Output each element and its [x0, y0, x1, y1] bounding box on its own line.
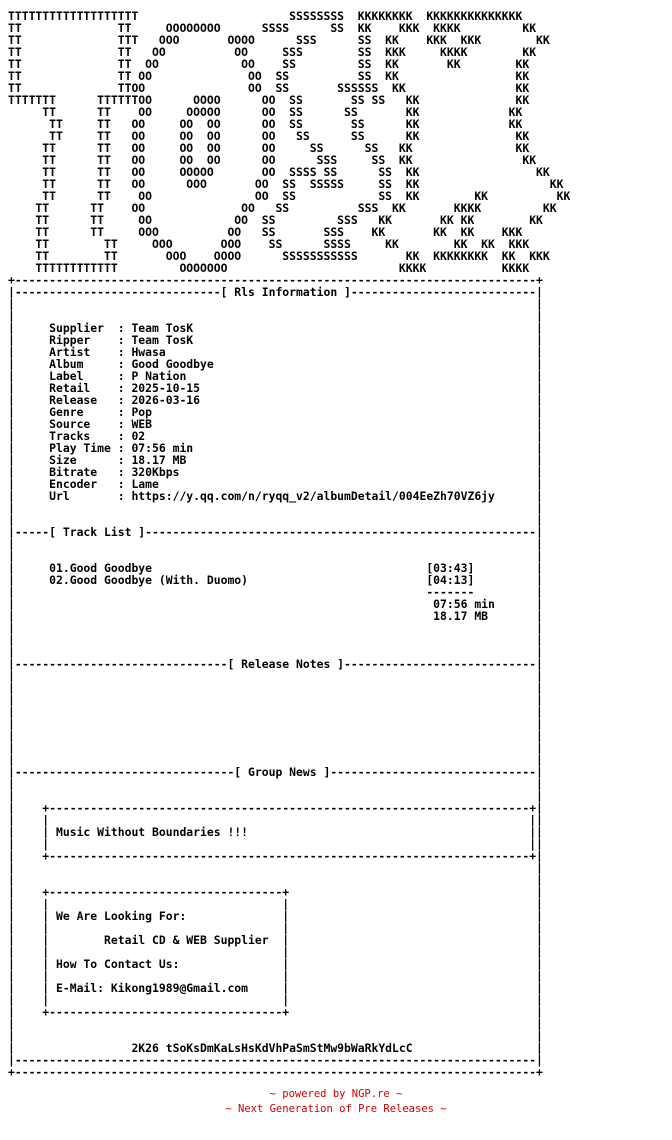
motto-text: | | Music Without Boundaries !!! || [8, 825, 543, 839]
rls-field-size: | Size : 18.17 MB | [8, 453, 543, 467]
blank-line: | | [8, 621, 543, 635]
motto-box-border: | +----------------------------------------------------------------------+| [8, 849, 543, 863]
blank-line: | | [8, 777, 543, 791]
footer-powered-by: ~ powered by NGP.re ~ [269, 1088, 403, 1100]
rls-field-album: | Album : Good Goodbye | [8, 357, 543, 371]
section-header-rls-information: |------------------------------[ Rls Information ]---------------------------| [8, 285, 543, 299]
rls-field-label: | Label : P Nation | [8, 369, 543, 383]
contact-box-line: | | | | [8, 921, 543, 935]
contact-text: | | How To Contact Us: | | [8, 957, 543, 971]
ascii-logo-line: TT TT OO OO SS SSS KK KK KK KK [8, 213, 543, 227]
rls-field-bitrate: | Bitrate : 320Kbps | [8, 465, 543, 479]
contact-box-border: | +----------------------------------+ | [8, 885, 543, 899]
ascii-logo-line: TT TT OO OOO OO SS SSSSS SS KK KK [8, 177, 564, 191]
ascii-logo-line: TT TT OO OO OO OO SSS SS KK KK [8, 153, 537, 167]
blank-line: | | [8, 537, 543, 551]
rls-field-retail: | Retail : 2025-10-15 | [8, 381, 543, 395]
contact-box-line: | | | | [8, 945, 543, 959]
ascii-logo-line: TT TT OO OO SS SS KK KK KK [8, 57, 530, 71]
nfo-document [8, 10, 570, 1078]
blank-line: | | [8, 549, 543, 563]
contact-box-line: | | | | [8, 969, 543, 983]
blank-line: | | [8, 873, 543, 887]
group-signature: | 2K26 tSoKsDmKaLsHsKdVhPaSmStMw9bWaRkYdLcC | [8, 1041, 543, 1055]
motto-box-line: | | || [8, 813, 543, 827]
ascii-logo-line: TT TT OOO OOO SS SSSS KK KK KK KKK [8, 237, 530, 251]
looking-for-text: | | We Are Looking For: | | [8, 909, 543, 923]
blank-line: | | [8, 297, 543, 311]
blank-line: | | [8, 513, 543, 527]
rls-field-ripper: | Ripper : Team TosK | [8, 333, 543, 347]
blank-line: | | [8, 633, 543, 647]
rls-field-play-time: | Play Time : 07:56 min | [8, 441, 543, 455]
rls-field-release: | Release : 2026-03-16 | [8, 393, 543, 407]
total-play-time: | 07:56 min | [8, 597, 543, 611]
blank-line: | | [8, 309, 543, 323]
section-header-release-notes: |-------------------------------[ Release Notes ]----------------------------| [8, 657, 543, 671]
wanted-text: | | Retail CD & WEB Supplier | | [8, 933, 543, 947]
ascii-logo-line: TT TTOO OO SS SSSSSS KK KK [8, 81, 530, 95]
blank-line: | | [8, 669, 543, 683]
blank-line: | | [8, 717, 543, 731]
ascii-logo-line: TT TT OO OO OO OO SS SS KK KK [8, 117, 523, 131]
blank-line: | | [8, 681, 543, 695]
top-border: +----------------------------------------------------------------------------+ [8, 273, 543, 287]
ascii-logo-line: TT TT OO OO SSS SS KKK KKKK KK [8, 45, 537, 59]
ascii-logo-line: TT TT OO OOOOO OO SS SS KK KK [8, 105, 523, 119]
bottom-border: +----------------------------------------------------------------------------+ [8, 1065, 543, 1079]
ascii-logo-line: TT TTT OOO OOOO SSS SS KK KKK KKK KK [8, 33, 550, 47]
motto-box-line: | | || [8, 837, 543, 851]
blank-line: | | [8, 861, 543, 875]
ascii-logo-line: TT TT OO OO SS SS KK KK KK [8, 189, 571, 203]
email-text: | | E-Mail: Kikong1989@Gmail.com | | [8, 981, 543, 995]
ascii-logo-line: TT TT OOO OO SS SSS KK KK KK KKK [8, 225, 523, 239]
contact-box-border: | +----------------------------------+ | [8, 1005, 543, 1019]
blank-line: | | [8, 741, 543, 755]
ascii-logo-line: TT TT OO OOOOO OO SSSS SS SS KK KK [8, 165, 550, 179]
bottom-separator: |----------------------------------------------------------------------------| [8, 1053, 543, 1067]
totals-separator: | ------- | [8, 585, 543, 599]
track-row: | 02.Good Goodbye (With. Duomo) [04:13] | [8, 573, 543, 587]
rls-field-genre: | Genre : Pop | [8, 405, 543, 419]
blank-line: | | [8, 501, 543, 515]
section-header-group-news: |--------------------------------[ Group News ]------------------------------| [8, 765, 543, 779]
ascii-logo-line: TT TT OO OO OO OO SS SS KK KK [8, 129, 530, 143]
total-size: | 18.17 MB | [8, 609, 543, 623]
ascii-logo-line: TT TT OOO OOOO SSSSSSSSSSS KK KKKKKKKK KK KKK [8, 249, 550, 263]
rls-field-artist: | Artist : Hwasa | [8, 345, 543, 359]
blank-line: | | [8, 1017, 543, 1031]
rls-field-supplier: | Supplier : Team TosK | [8, 321, 543, 335]
ascii-logo-line: TTTTTTT TTTTTTOO OOOO OO SS SS SS KK KK [8, 93, 530, 107]
blank-line: | | [8, 789, 543, 803]
ascii-logo-line: TTTTTTTTTTTTTTTTTTT SSSSSSSS KKKKKKKK KKKKKKKKKKKKKK [8, 9, 523, 23]
contact-box-line: | | | | [8, 993, 543, 1007]
rls-field-url: | Url : https://y.qq.com/n/ryqq_v2/albumDetail/004EeZh70VZ6jy | [8, 489, 543, 503]
rls-field-tracks: | Tracks : 02 | [8, 429, 543, 443]
footer-tagline: ~ Next Generation of Pre Releases ~ [225, 1103, 447, 1115]
blank-line: | | [8, 693, 543, 707]
contact-box-line: | | | | [8, 897, 543, 911]
section-header-track-list: |-----[ Track List ]---------------------------------------------------------| [8, 525, 543, 539]
ascii-logo-line: TT TT OO OO SS SSS KK KKKK KK [8, 201, 557, 215]
track-row: | 01.Good Goodbye [03:43] | [8, 561, 543, 575]
blank-line: | | [8, 645, 543, 659]
ascii-logo-line: TT TT OO OO SS SS KK KK [8, 69, 530, 83]
ascii-logo-line: TTTTTTTTTTTT OOOOOOO KKKK KKKK [8, 261, 530, 275]
blank-line: | | [8, 705, 543, 719]
ascii-logo-line: TT TT OO OO OO OO SS SS KK KK [8, 141, 530, 155]
motto-box-border: | +----------------------------------------------------------------------+| [8, 801, 543, 815]
ascii-logo-line: TT TT OOOOOOOO SSSS SS KK KKK KKKK KK [8, 21, 537, 35]
rls-field-source: | Source : WEB | [8, 417, 543, 431]
blank-line: | | [8, 753, 543, 767]
blank-line: | | [8, 729, 543, 743]
rls-field-encoder: | Encoder : Lame | [8, 477, 543, 491]
blank-line: | | [8, 1029, 543, 1043]
